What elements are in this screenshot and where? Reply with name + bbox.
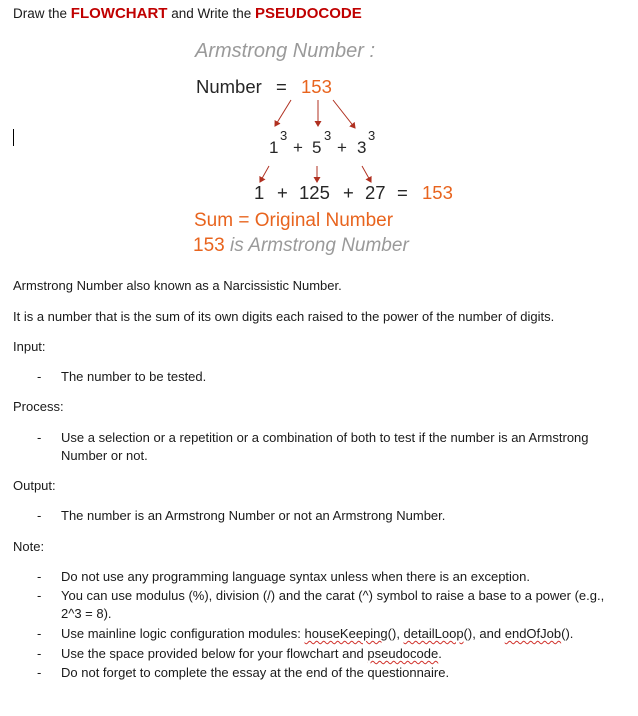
- output-bullet: -: [37, 508, 42, 523]
- note-item-3-prefix: Use mainline logic configuration modules:: [61, 626, 305, 641]
- exponent-1: 3: [280, 128, 288, 143]
- module-endofjob: endOfJob: [504, 626, 562, 641]
- note-bullet-5: -: [37, 665, 42, 680]
- output-item: The number is an Armstrong Number or not an Armstrong Number.: [61, 508, 446, 523]
- input-item: The number to be tested.: [61, 369, 207, 384]
- result-equals: =: [397, 182, 408, 203]
- note-bullet-3: -: [37, 626, 42, 641]
- arrow-to-term-27: [362, 166, 371, 182]
- note-item-3-sep-3: ().: [561, 626, 574, 641]
- plus-1: +: [293, 138, 303, 157]
- number-equals: =: [276, 76, 287, 97]
- exponent-2: 3: [324, 128, 332, 143]
- conclusion-line: [193, 235, 409, 257]
- digit-5: 5: [312, 138, 322, 157]
- exponent-3: 3: [368, 128, 376, 143]
- note-item-3-sep-2: (), and: [463, 626, 505, 641]
- module-housekeeping: houseKeeping: [304, 626, 388, 641]
- plus-2: +: [337, 138, 347, 157]
- note-item-3-sep-1: (),: [387, 626, 404, 641]
- title-middle: and Write the: [171, 6, 252, 21]
- sum-equals-original: Sum = Original Number: [194, 210, 394, 231]
- input-bullet: -: [37, 369, 42, 384]
- intro-paragraph-1: Armstrong Number also known as a Narcissistic Number.: [13, 278, 342, 293]
- note-item-3: [61, 625, 626, 643]
- text-cursor[interactable]: [13, 129, 14, 146]
- number-value: 153: [301, 76, 332, 97]
- note-bullet-2: -: [37, 588, 42, 603]
- arrow-to-digit-3: [333, 100, 355, 128]
- input-heading: Input:: [13, 339, 46, 354]
- process-bullet: -: [37, 430, 42, 445]
- term-27: 27: [365, 182, 386, 203]
- arrow-to-digit-1: [275, 100, 291, 126]
- term-1: 1: [254, 182, 265, 203]
- note-bullet-4: -: [37, 646, 42, 661]
- note-item-5: Do not forget to complete the essay at the end of the questionnaire.: [61, 665, 450, 680]
- term-125: 125: [299, 182, 330, 203]
- digit-1: 1: [269, 138, 279, 157]
- plus-4: +: [343, 182, 354, 203]
- title-pseudocode: PSEUDOCODE: [255, 5, 362, 22]
- note-item-1: Do not use any programming language syntax unless when there is an exception.: [61, 569, 531, 584]
- conclusion-text: is Armstrong Number: [229, 235, 409, 256]
- output-heading: Output:: [13, 478, 56, 493]
- plus-3: +: [277, 182, 288, 203]
- conclusion-number: 153: [193, 235, 225, 256]
- number-label: Number: [196, 76, 262, 97]
- process-heading: Process:: [13, 399, 64, 414]
- arrow-to-term-1: [260, 166, 269, 182]
- page-title: [13, 5, 362, 22]
- note-item-4: [61, 645, 626, 663]
- note-item-4-suffix: .: [438, 646, 442, 661]
- note-item-2: You can use modulus (%), division (/) and the carat (^) symbol to raise a base to a power (e.g., 2^3 = 8).: [61, 588, 605, 621]
- digit-3: 3: [357, 138, 367, 157]
- result-value: 153: [422, 182, 453, 203]
- note-heading: Note:: [13, 539, 45, 554]
- module-detailloop: detailLoop: [403, 626, 464, 641]
- illustration-heading: Armstrong Number :: [195, 40, 376, 62]
- intro-paragraph-2: It is a number that is the sum of its own digits each raised to the power of the number of digits.: [13, 309, 555, 324]
- note-bullet-1: -: [37, 569, 42, 584]
- process-item: Use a selection or a repetition or a combination of both to test if the number is an Armstrong Number or not.: [61, 430, 589, 463]
- title-prefix: Draw the: [13, 6, 68, 21]
- pseudocode-word: pseudocode: [367, 646, 439, 661]
- note-item-4-prefix: Use the space provided below for your flowchart and: [61, 646, 368, 661]
- armstrong-illustration: [185, 38, 465, 264]
- title-flowchart: FLOWCHART: [70, 5, 168, 22]
